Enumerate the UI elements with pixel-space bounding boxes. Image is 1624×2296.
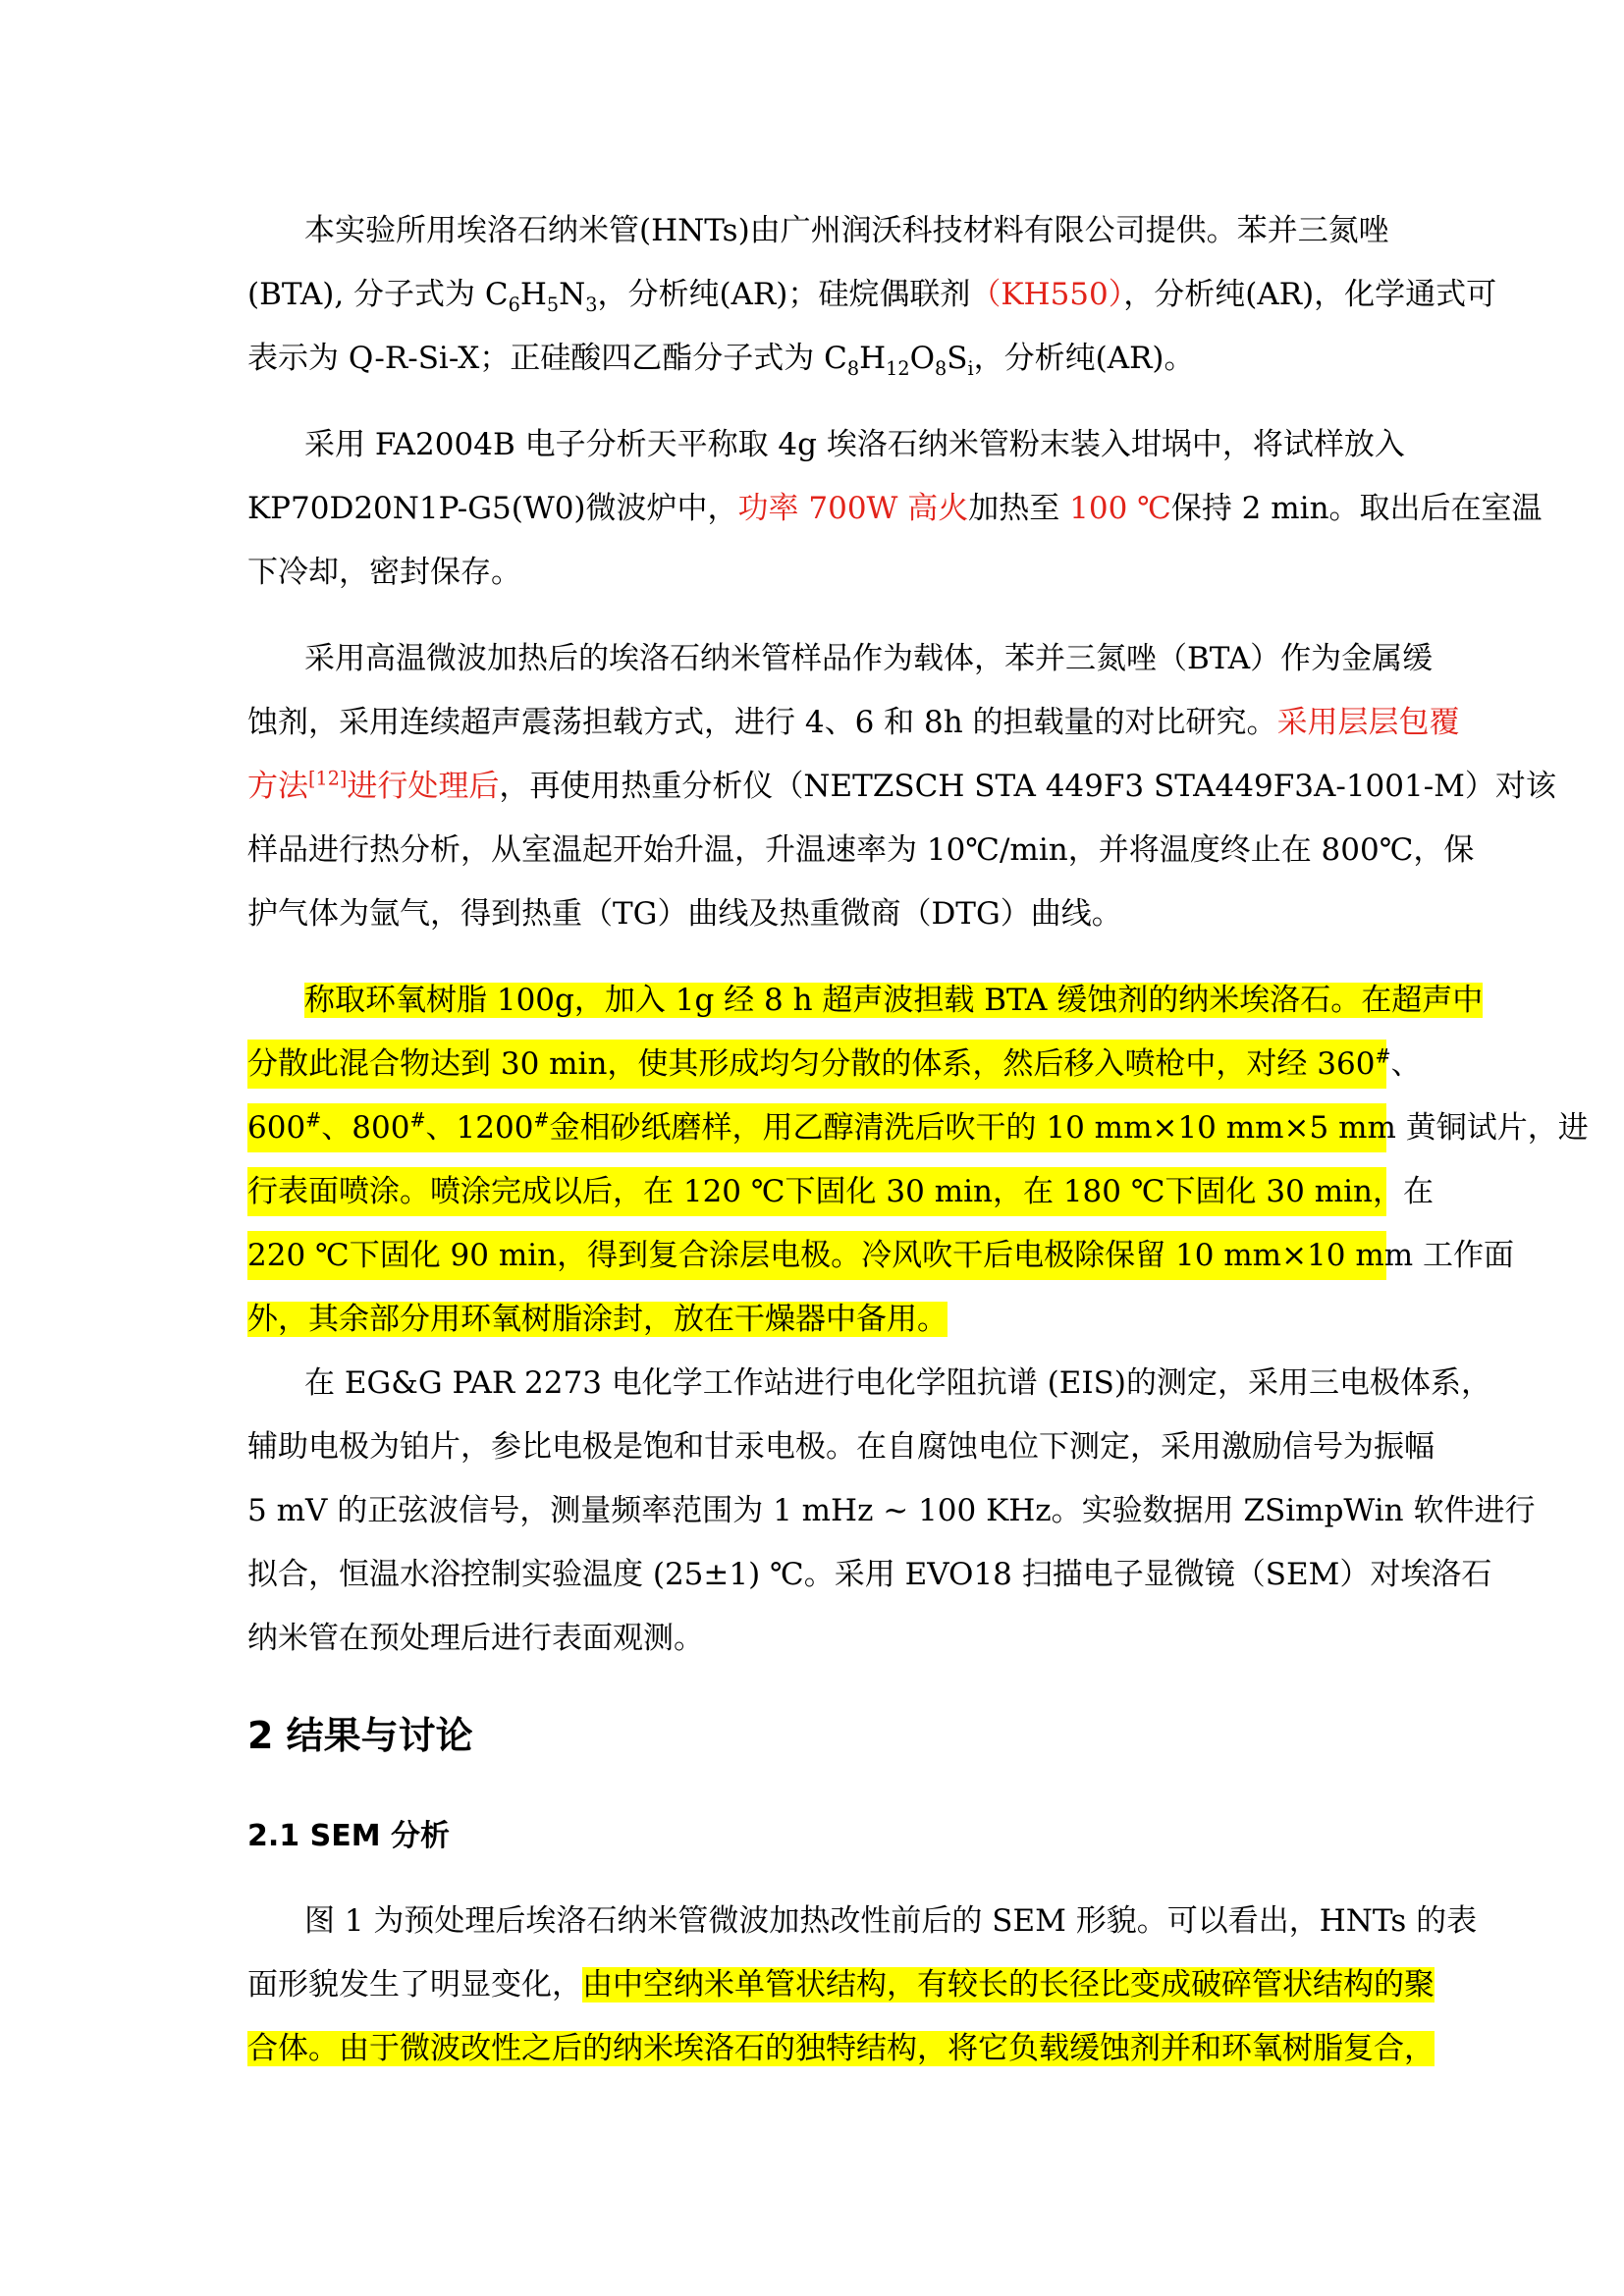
p3-line-4: 样品进行热分析，从室温起开始升温，升温速率为 10℃/min，并将温度终止在 800℃，保: [247, 832, 1475, 868]
p1-line-3: 表示为 Q-R-Si-X；正硅酸四乙酯分子式为 $C_8H_{12}O_8S_i$，分析纯(AR)。: [247, 341, 1195, 381]
p3-line-3: 方法[12]进行处理后，再使用热重分析仪（NETZSCH STA 449F3 STA449F3A-1001-M）对该: [247, 767, 1556, 804]
p5-line-2: 辅助电极为铂片，参比电极是饱和甘汞电极。在自腐蚀电位下测定，采用激励信号为振幅: [247, 1429, 1435, 1465]
p5-line-5: 纳米管在预处理后进行表面观测。: [247, 1621, 704, 1656]
p4-line-5: 220 ℃下固化 90 min，得到复合涂层电极。冷风吹干后电极除保留 10 mm×10 mm 工作面: [247, 1231, 1386, 1280]
p2-line-1: 采用 FA2004B 电子分析天平称取 4g 埃洛石纳米管粉末装入坩埚中，将试样放入: [304, 427, 1405, 462]
p4-line-2: 分散此混合物达到 30 min，使其形成均匀分散的体系，然后移入喷枪中，对经 360#、: [247, 1040, 1386, 1089]
section-heading: 2 结果与讨论: [247, 1714, 473, 1757]
p4-line-1: [304, 976, 1484, 1025]
p1-line-2: (BTA), 分子式为 $C_6H_5N_3$，分析纯(AR)；硅烷偶联剂（KH550），分析纯(AR)，化学通式可: [247, 277, 1497, 317]
p6-line-2: 面形貌发生了明显变化，由中空纳米单管状结构，有较长的长径比变成破碎管状结构的聚: [247, 1967, 1435, 2002]
p4-line-4: 行表面喷涂。喷涂完成以后，在 120 ℃下固化 30 min，在 180 ℃下固化 30 min，在: [247, 1167, 1386, 1216]
p3-line-2: 蚀剂，采用连续超声震荡担载方式，进行 4、6 和 8h 的担载量的对比研究。采用层层包覆: [247, 705, 1460, 740]
p3-line-1: 采用高温微波加热后的埃洛石纳米管样品作为载体，苯并三氮唑（BTA）作为金属缓: [304, 641, 1434, 676]
p6-line-1: 图 1 为预处理后埃洛石纳米管微波加热改性前后的 SEM 形貌。可以看出，HNTs 的表: [304, 1903, 1478, 1939]
p2-line-2: KP70D20N1P-G5(W0)微波炉中，功率 700W 高火加热至 100 ℃保持 2 min。取出后在室温: [247, 491, 1543, 526]
highlighted-text: 由中空纳米单管状结构，有较长的长径比变成破碎管状结构的聚: [582, 1967, 1435, 2002]
kh550-red-text: （KH550）: [970, 277, 1124, 312]
highlighted-text: 称取环氧树脂 100g，加入 1g 经 8 h 超声波担载 BTA 缓蚀剂的纳米埃洛石。在超声中: [304, 983, 1484, 1018]
subsection-heading: 2.1 SEM 分析: [247, 1819, 450, 1853]
p4-line-6: 外，其余部分用环氧树脂涂封，放在干燥器中备用。: [247, 1302, 947, 1337]
citation-ref: [12]: [308, 767, 348, 790]
p1-line-1: 本实验所用埃洛石纳米管(HNTs)由广州润沃科技材料有限公司提供。苯并三氮唑: [304, 213, 1389, 248]
p5-line-4: 拟合，恒温水浴控制实验温度 (25±1) ℃。采用 EVO18 扫描电子显微镜（SEM）对埃洛石: [247, 1557, 1492, 1592]
p4-line-3: 600#、800#、1200#金相砂纸磨样，用乙醇清洗后吹干的 10 mm×10 mm×5 mm 黄铜试片，进: [247, 1103, 1386, 1152]
p3-line-5: 护气体为氩气，得到热重（TG）曲线及热重微商（DTG）曲线。: [247, 896, 1122, 932]
power-red-text: 功率 700W 高火: [737, 491, 969, 526]
p5-line-1: 在 EG&G PAR 2273 电化学工作站进行电化学阻抗谱 (EIS)的测定，采用三电极体系，: [304, 1365, 1491, 1401]
method-red-text: 采用层层包覆: [1276, 705, 1460, 740]
temperature-red-text: 100 ℃: [1069, 491, 1171, 526]
p5-line-3: 5 mV 的正弦波信号，测量频率范围为 1 mHz ~ 100 KHz。实验数据用 ZSimpWin 软件进行: [247, 1493, 1536, 1528]
p6-line-3: 合体。由于微波改性之后的纳米埃洛石的独特结构，将它负载缓蚀剂并和环氧树脂复合，: [247, 2031, 1435, 2066]
p2-line-3: 下冷却，密封保存。: [247, 555, 521, 590]
